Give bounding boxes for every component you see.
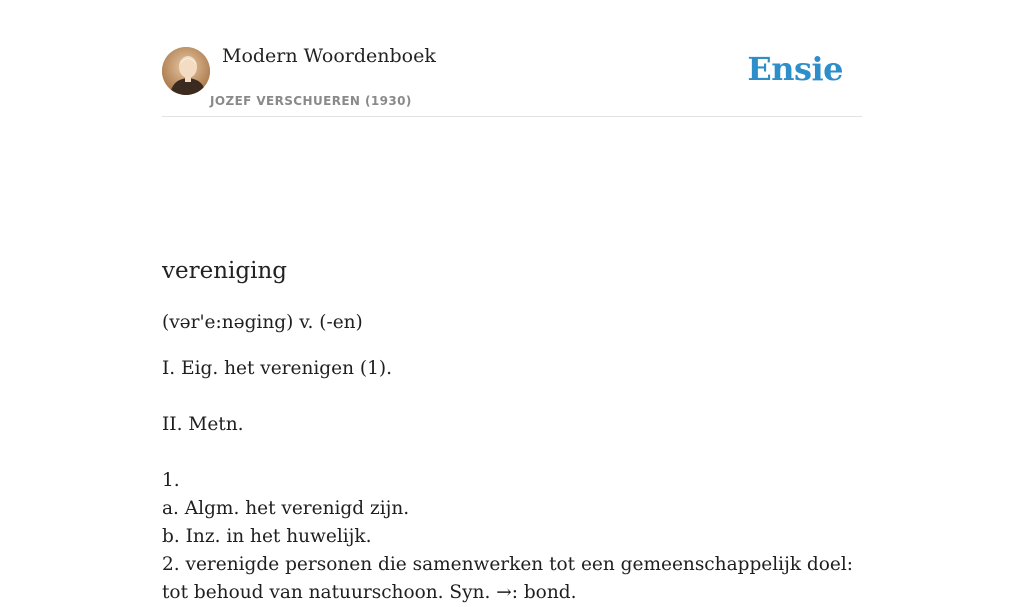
page-container	[162, 0, 862, 603]
definition-line: II. Metn.	[162, 414, 244, 435]
ensie-logo[interactable]: Ensie	[747, 50, 843, 88]
author-name: JOZEF VERSCHUEREN (1930)	[210, 94, 412, 108]
author-portrait-icon	[162, 47, 210, 95]
definition-line: b. Inz. in het huwelijk.	[162, 526, 372, 547]
definition-line: 1.	[162, 470, 180, 491]
definition-line: a. Algm. het verenigd zijn.	[162, 498, 410, 519]
definition-line: I. Eig. het verenigen (1).	[162, 358, 392, 379]
pronunciation: (vər'e:nəging) v. (-en)	[162, 312, 363, 333]
headword: vereniging	[162, 258, 287, 284]
book-title[interactable]: Modern Woordenboek	[222, 45, 436, 67]
definition-line: 2. verenigde personen die samenwerken tot een gemeenschappelijk doel: tot behoud van natuurschoon. Syn. →: bond.	[162, 554, 853, 603]
dictionary-header	[162, 0, 862, 117]
